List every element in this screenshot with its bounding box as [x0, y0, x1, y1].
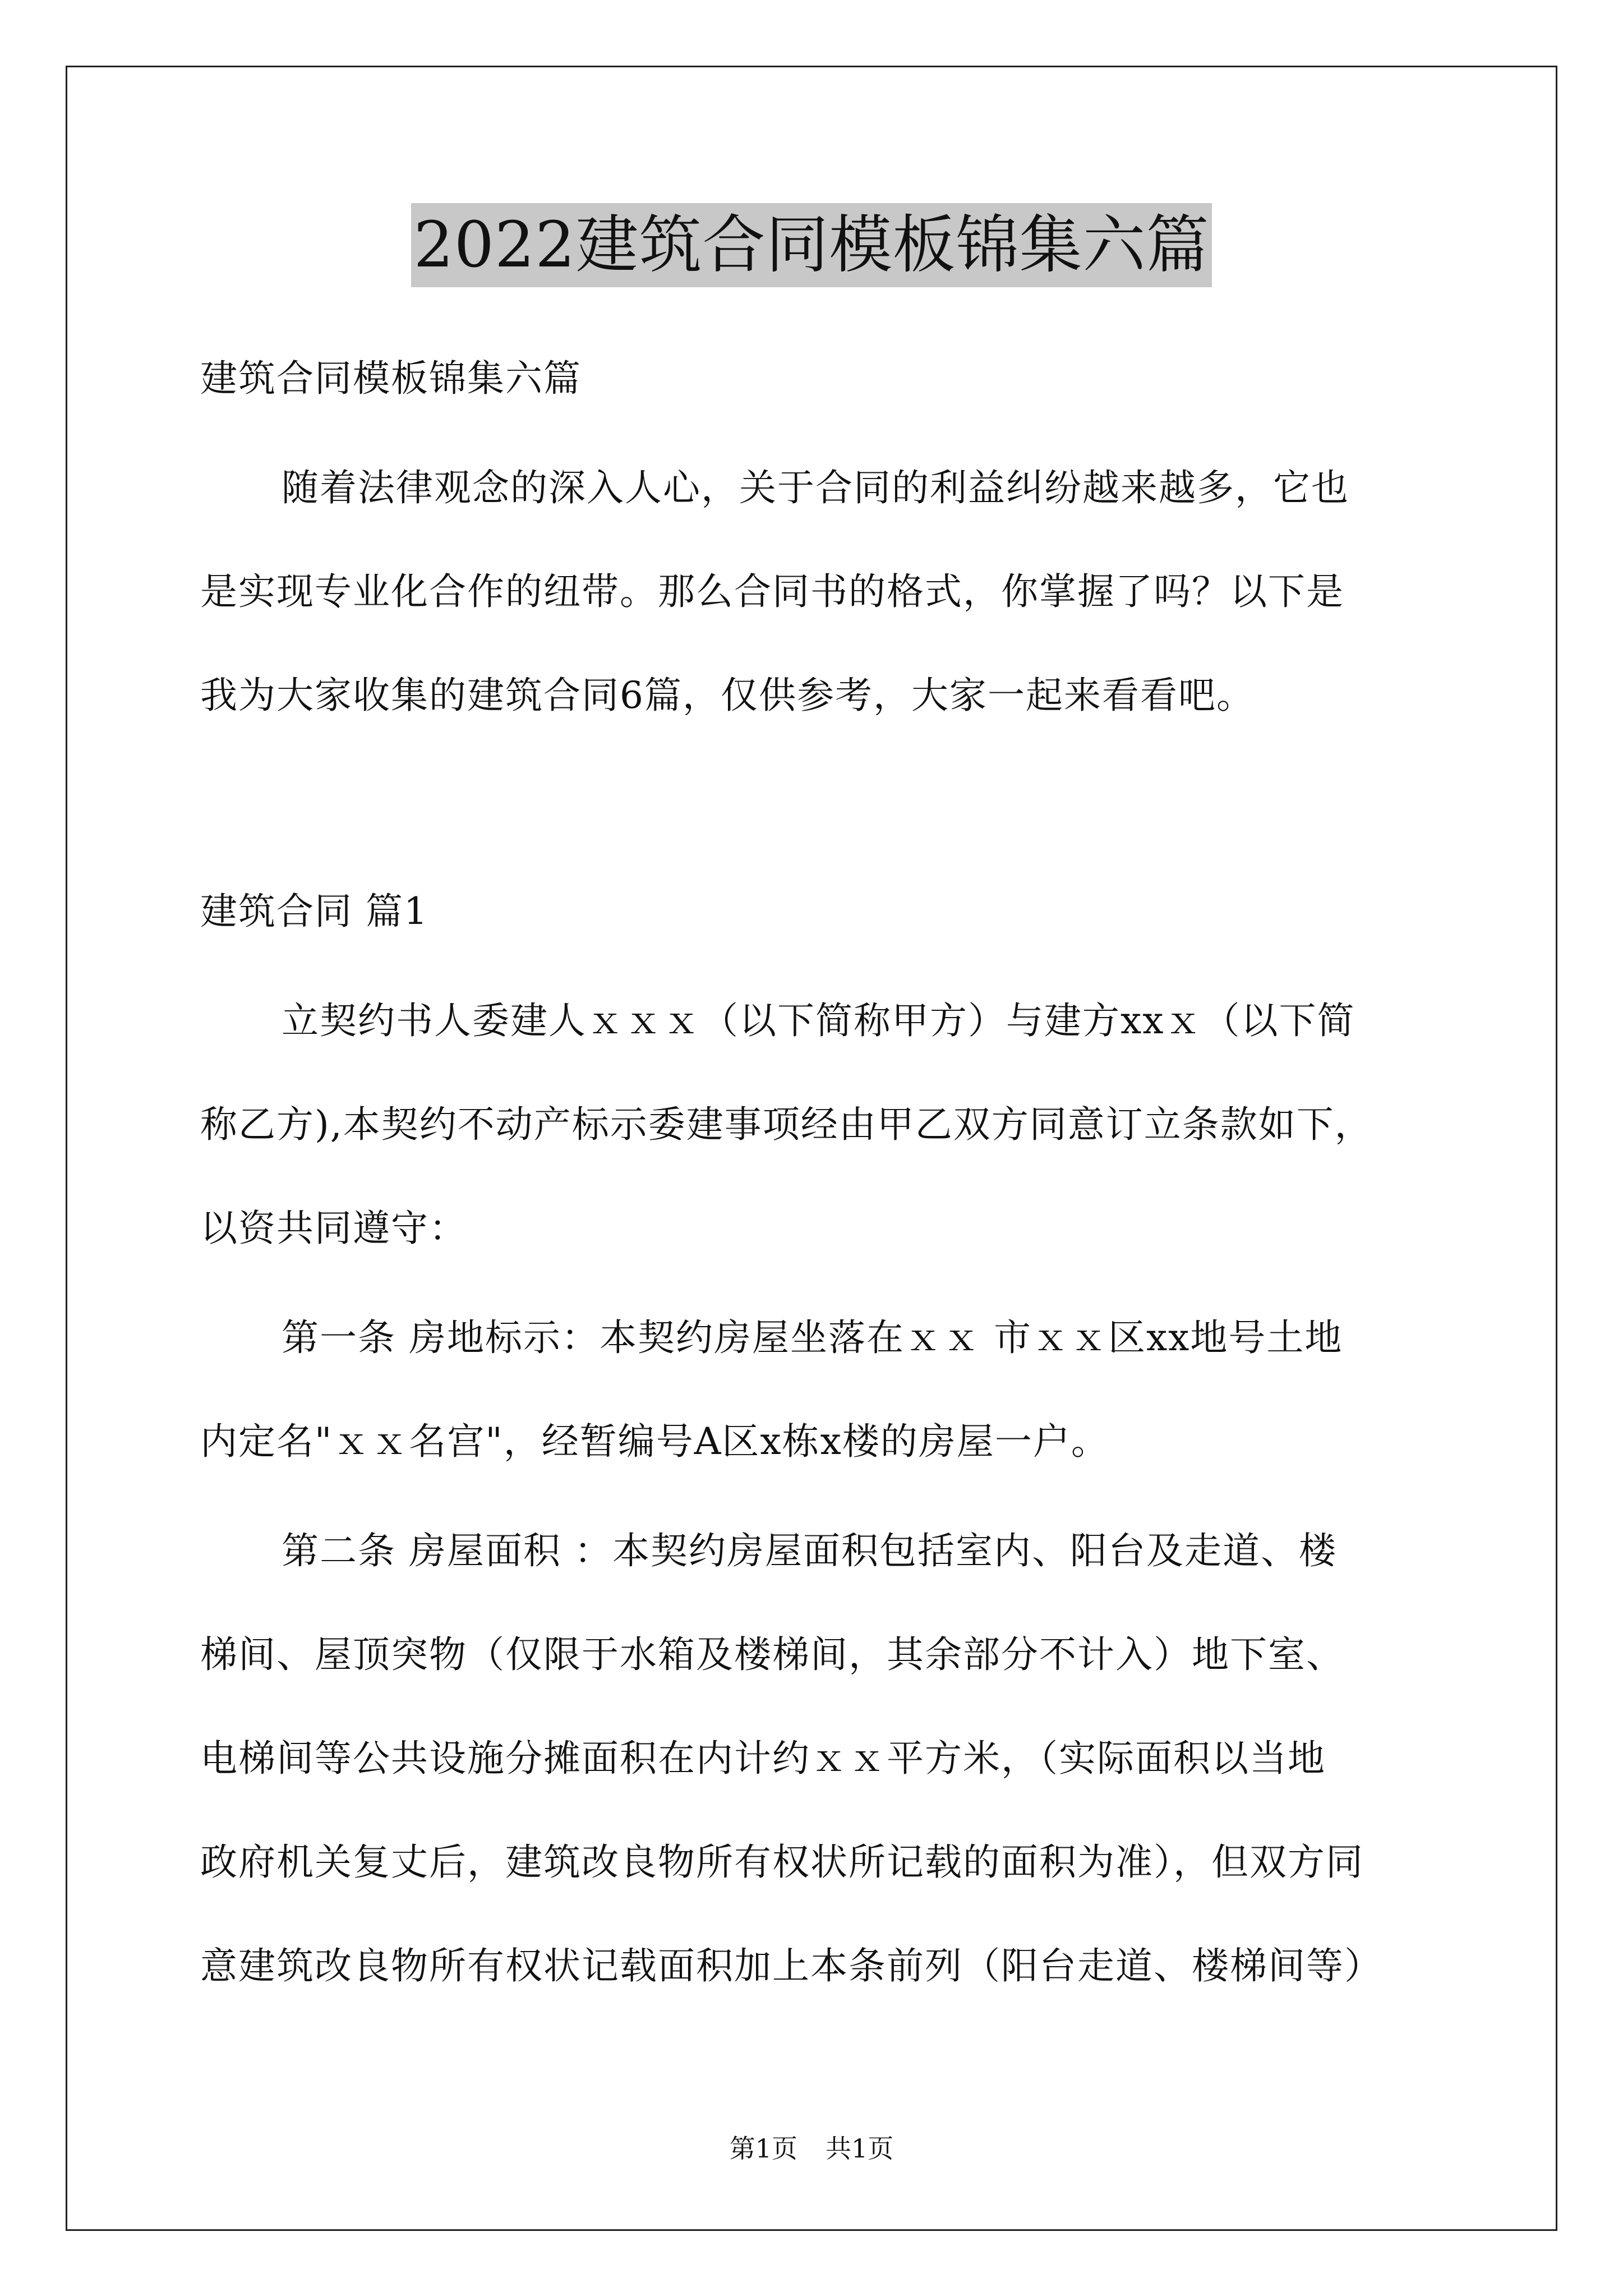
paragraph-1-line-3: 以资共同遵守：	[200, 1207, 467, 1250]
article-2-line-5: 意建筑改良物所有权状记载面积加上本条前列（阳台走道、楼梯间等）	[200, 1944, 1382, 1987]
article-2-line-1: 第二条 房屋面积 ：本契约房屋面积包括室内、阳台及走道、楼	[282, 1529, 1337, 1572]
intro-line-2: 是实现专业化合作的纽带。那么合同书的格式，你掌握了吗？以下是	[200, 570, 1344, 613]
article-1-line-1: 第一条 房地标示：本契约房屋坐落在ｘｘ 市ｘｘ区xx地号土地	[282, 1316, 1343, 1359]
document-title: 2022建筑合同模板锦集六篇	[411, 203, 1211, 287]
document-subtitle: 建筑合同模板锦集六篇	[200, 357, 582, 400]
article-2-line-3: 电梯间等公共设施分摊面积在内计约ｘｘ平方米，（实际面积以当地	[200, 1737, 1326, 1780]
intro-line-3: 我为大家收集的建筑合同6篇，仅供参考，大家一起来看看吧。	[200, 674, 1255, 717]
paragraph-1-line-1: 立契约书人委建人ｘｘｘ（以下简称甲方）与建方xxｘ（以下简	[282, 999, 1355, 1042]
title-container	[0, 203, 1623, 287]
page-number: 第1页	[729, 2133, 797, 2164]
intro-line-1: 随着法律观念的深入人心，关于合同的利益纠纷越来越多，它也	[282, 466, 1349, 509]
article-1-line-2: 内定名"ｘｘ名宫"，经暂编号A区x栋x楼的房屋一户。	[200, 1420, 1109, 1463]
page-footer	[0, 2132, 1623, 2165]
article-2-line-2: 梯间、屋顶突物（仅限于水箱及楼梯间，其余部分不计入）地下室、	[200, 1633, 1344, 1676]
page-total: 共1页	[826, 2133, 894, 2164]
article-2-line-4: 政府机关复丈后，建筑改良物所有权状所记载的面积为准），但双方同	[200, 1841, 1364, 1884]
section-heading: 建筑合同 篇1	[200, 890, 428, 933]
paragraph-1-line-2: 称乙方),本契约不动产标示委建事项经由甲乙双方同意订立条款如下，	[200, 1103, 1373, 1146]
